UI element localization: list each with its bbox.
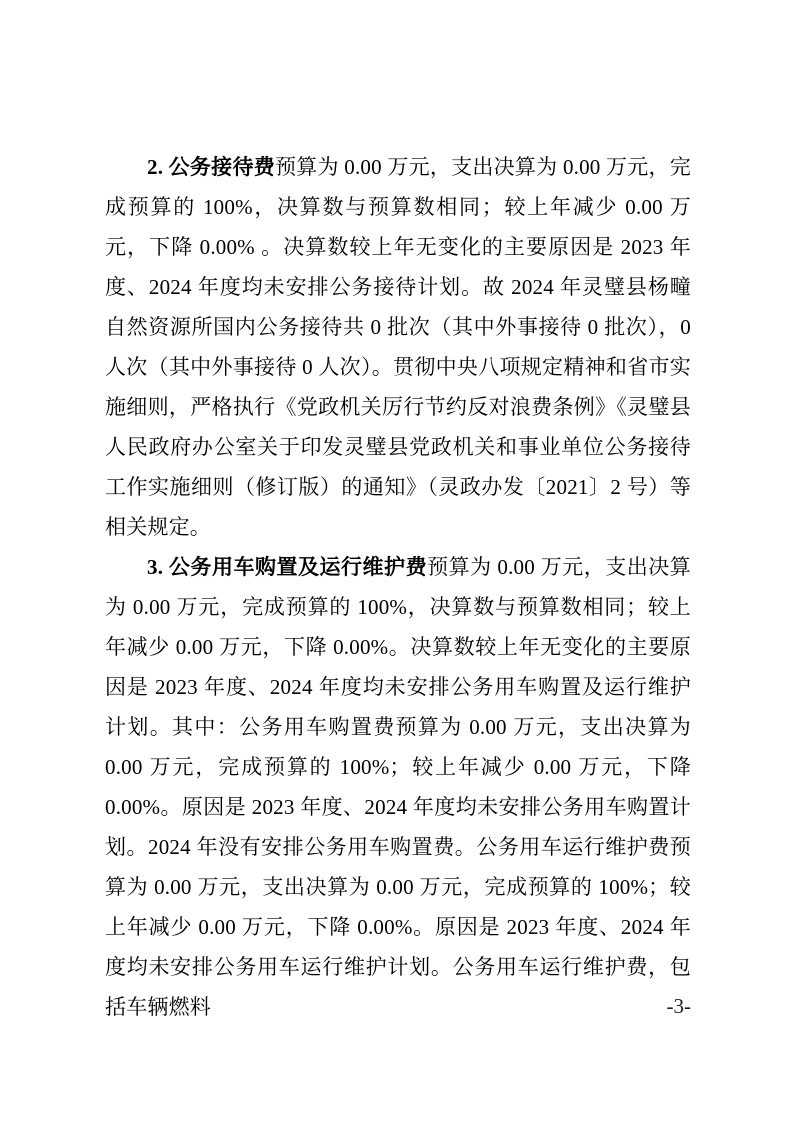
paragraph-official-reception-expense: [105, 147, 691, 547]
document-body: [105, 147, 691, 1027]
page-number: -3-: [666, 994, 691, 1018]
section-text-official-vehicle: 预算为 0.00 万元，支出决算为 0.00 万元，完成预算的 100%，决算数与预算数相同；较上年减少 0.00 万元，下降 0.00%。决算数较上年无变化的主要原因是 2023 年度、2024 年度均未安排公务用车购置及运行维护计划。其中：公务用车购置费预算为 0.00 万元，支出决算为 0.00 万元，完成预算的 100%；较上年减少 0.00 万元，下降 0.00%。原因是 2023 年度、2024 年度均未安排公务用车购置计划。2024 年没有安排公务用车购置费。公务用车运行维护费预算为 0.00 万元，支出决算为 0.00 万元，完成预算的 100%；较上年减少 0.00 万元，下降 0.00%。原因是 2023 年度、2024 年度均未安排公务用车运行维护计划。公务用车运行维护费，包括车辆燃料: [105, 555, 692, 1019]
section-heading-official-reception: 2. 公务接待费: [147, 155, 275, 179]
section-heading-official-vehicle: 3. 公务用车购置及运行维护费: [147, 555, 428, 579]
section-text-official-reception: 预算为 0.00 万元，支出决算为 0.00 万元，完成预算的 100%，决算数与预算数相同；较上年减少 0.00 万元，下降 0.00% 。决算数较上年无变化的主要原因是 2023 年度、2024 年度均未安排公务接待计划。故 2024 年灵璧县杨疃自然资源所国内公务接待共 0 批次（其中外事接待 0 批次），0 人次（其中外事接待 0 人次）。贯彻中央八项规定精神和省市实施细则，严格执行《党政机关厉行节约反对浪费条例》《灵璧县人民政府办公室关于印发灵璧县党政机关和事业单位公务接待工作实施细则（修订版）的通知》（灵政办发〔2021〕2 号）等相关规定。: [105, 155, 691, 539]
paragraph-official-vehicle-expense: [105, 547, 691, 1027]
